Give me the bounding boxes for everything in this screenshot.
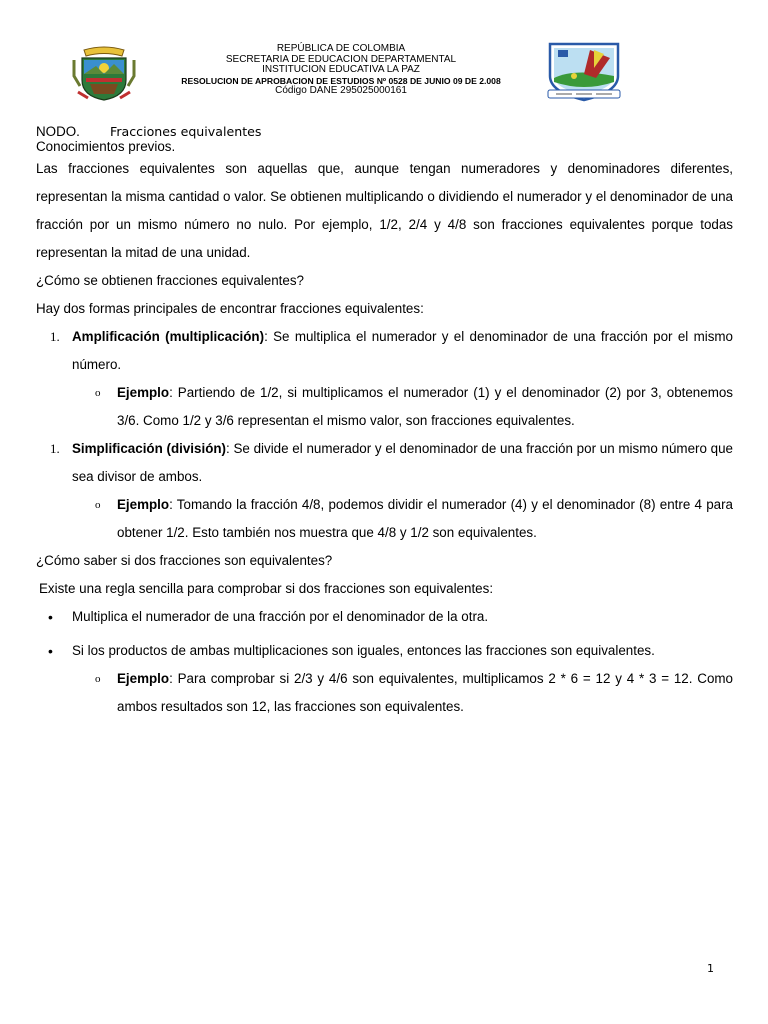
previous-knowledge-heading: Conocimientos previos. <box>36 139 176 154</box>
rule-example <box>36 665 733 721</box>
header-country: REPÚBLICA DE COLOMBIA <box>276 43 406 54</box>
method-amplification <box>36 323 733 379</box>
header-resolution: RESOLUCION DE APROBACION DE ESTUDIOS Nº 0528 DE JUNIO 09 DE 2.008 <box>181 75 501 86</box>
example-label: Ejemplo <box>117 671 170 686</box>
question-how-check: ¿Cómo saber si dos fracciones son equivalentes? <box>36 553 333 568</box>
school-shield-icon <box>544 38 624 102</box>
rule-intro: Existe una regla sencilla para comprobar si dos fracciones son equivalentes: <box>39 581 494 596</box>
node-topic: Fracciones equivalentes <box>110 124 262 139</box>
page-number: 1 <box>707 962 714 975</box>
sub-bullet: o <box>95 673 101 685</box>
sub-bullet: o <box>95 387 101 399</box>
node-heading <box>36 124 733 139</box>
list-number: 1. <box>50 441 60 456</box>
example-simplification <box>36 491 733 547</box>
header-dane-code: Código DANE 295025000161 <box>275 85 407 96</box>
letterhead <box>60 38 700 108</box>
rule-text: Multiplica el numerador de una fracción por el denominador de la otra. <box>72 609 489 624</box>
header-secretariat: SECRETARIA DE EDUCACION DEPARTAMENTAL <box>225 53 457 65</box>
example-label: Ejemplo <box>117 385 170 400</box>
example-text: : Partiendo de 1/2, si multiplicamos el numerador (1) y el denominador (2) por 3, obtenemos 3/6. Como 1/2 y 3/6 representan el mismo valor, son fracciones equivalentes. <box>117 385 733 428</box>
intro-paragraph: Las fracciones equivalentes son aquellas que, aunque tengan numeradores y denominadores diferentes, representan la misma cantidad o valor. Se obtienen multiplicando o dividiendo el numerador y el denominador de una fracción por un mismo número no nulo. Por ejemplo, 1/2, 2/4 y 4/8 son fracciones equivalentes porque todas representan la mitad de una unidad. <box>36 161 733 260</box>
letterhead-text <box>140 44 542 97</box>
list-number: 1. <box>50 329 60 344</box>
method-text: : Se divide el numerador y el denominador de una fracción por un mismo número que sea divisor de ambos. <box>72 441 734 484</box>
example-amplification <box>36 379 733 435</box>
method-title: Simplificación (división) <box>72 441 227 456</box>
node-label: NODO. <box>36 124 80 139</box>
question-how-obtain: ¿Cómo se obtienen fracciones equivalentes? <box>36 273 304 288</box>
rule-item <box>36 603 733 631</box>
header-institution: INSTITUCION EDUCATIVA LA PAZ <box>262 64 420 75</box>
document-body <box>36 124 733 721</box>
rule-item <box>36 637 733 665</box>
bullet: • <box>48 643 53 659</box>
department-crest-icon <box>70 46 138 102</box>
method-title: Amplificación (multiplicación) <box>72 329 265 344</box>
method-text: : Se multiplica el numerador y el denominador de una fracción por el mismo número. <box>72 329 733 372</box>
example-label: Ejemplo <box>117 497 170 512</box>
sub-bullet: o <box>95 499 101 511</box>
rule-text: Si los productos de ambas multiplicaciones son iguales, entonces las fracciones son equivalentes. <box>72 643 655 658</box>
method-simplification <box>36 435 733 491</box>
bullet: • <box>48 609 53 625</box>
example-text: : Para comprobar si 2/3 y 4/6 son equivalentes, multiplicamos 2 * 6 = 12 y 4 * 3 = 12. Como ambos resultados son 12, las fracciones son equivalentes. <box>117 671 733 714</box>
example-text: : Tomando la fracción 4/8, podemos dividir el numerador (4) y el denominador (8) entre 4 para obtener 1/2. Esto también nos muestra que 4/8 y 1/2 son equivalentes. <box>117 497 733 540</box>
ways-intro: Hay dos formas principales de encontrar fracciones equivalentes: <box>36 301 424 316</box>
